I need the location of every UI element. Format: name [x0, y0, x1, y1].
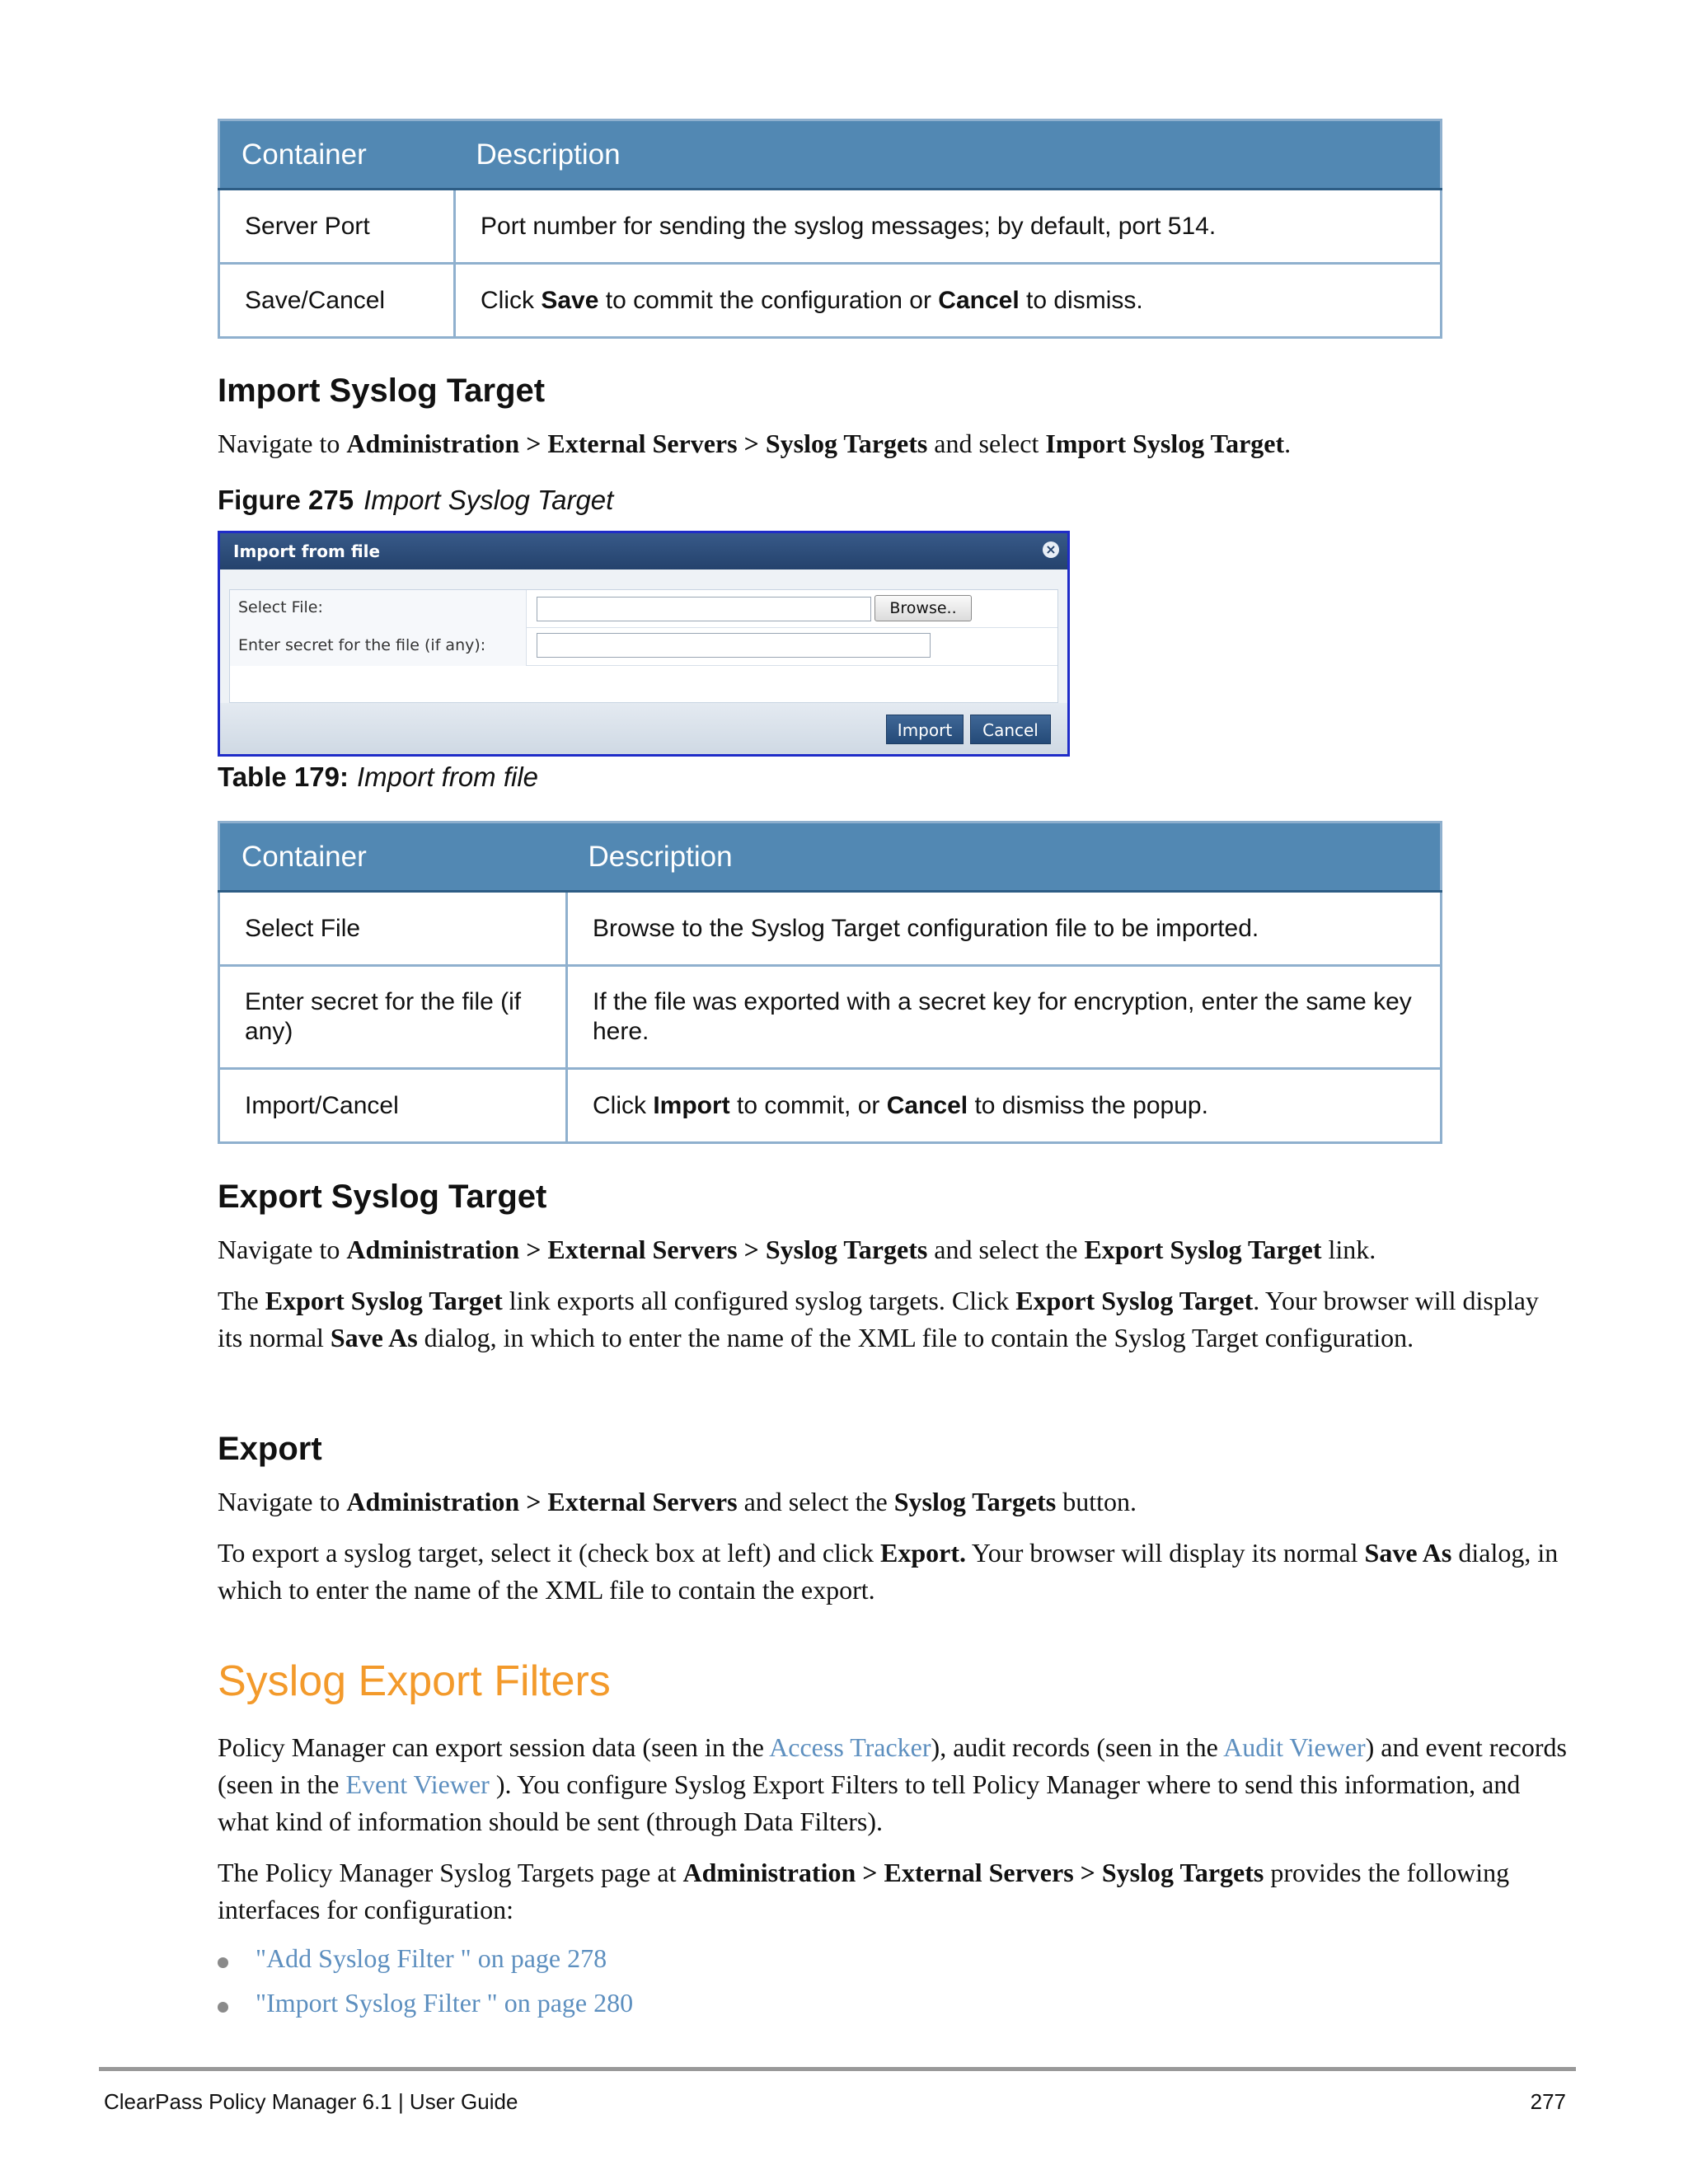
- cell-container: Enter secret for the file (if any): [219, 966, 567, 1069]
- server-settings-table: [218, 119, 1442, 339]
- column-header-description: Description: [455, 120, 1442, 190]
- audit-viewer-link[interactable]: Audit Viewer: [1223, 1732, 1366, 1762]
- table-row: [219, 892, 1442, 966]
- close-icon[interactable]: ×: [1043, 541, 1059, 558]
- section-heading-export-syslog-target: Export Syslog Target: [218, 1179, 547, 1215]
- cancel-button[interactable]: Cancel: [970, 715, 1051, 744]
- table-row: [219, 264, 1442, 338]
- footer-guide-title: ClearPass Policy Manager 6.1 | User Guide: [104, 2089, 518, 2114]
- dialog-footer: [220, 703, 1067, 754]
- export-nav-paragraph: Navigate to Administration > External Servers and select the Syslog Targets button.: [218, 1487, 1137, 1516]
- chapter-heading-syslog-export-filters: Syslog Export Filters: [218, 1657, 611, 1705]
- footer-divider: [99, 2067, 1576, 2071]
- table-row: [219, 190, 1442, 264]
- select-file-input[interactable]: [537, 597, 871, 621]
- import-button[interactable]: Import: [886, 715, 964, 744]
- cell-description: Click Import to commit, or Cancel to dismiss the popup.: [567, 1069, 1442, 1143]
- cell-container: Save/Cancel: [219, 264, 455, 338]
- select-file-label: Select File:: [230, 590, 527, 628]
- export-description: To export a syslog target, select it (check box at left) and click Export. Your browser will display its normal Save As dialog, in which to enter the name of the XML file to contain the export.: [218, 1538, 1559, 1605]
- bullet-icon: [218, 2002, 228, 2013]
- select-file-row: [230, 590, 1057, 628]
- browse-button[interactable]: Browse..: [874, 595, 972, 621]
- cell-description: Port number for sending the syslog messages; by default, port 514.: [455, 190, 1442, 264]
- secret-input[interactable]: [537, 633, 931, 658]
- dialog-form: [229, 589, 1058, 703]
- add-syslog-filter-link[interactable]: "Add Syslog Filter " on page 278: [256, 1943, 607, 1973]
- cell-description: Browse to the Syslog Target configuration file to be imported.: [567, 892, 1442, 966]
- figure-caption: Figure 275 Import Syslog Target: [218, 485, 614, 515]
- cell-container: Import/Cancel: [219, 1069, 567, 1143]
- import-nav-paragraph: Navigate to Administration > External Servers > Syslog Targets and select Import Syslog Target.: [218, 429, 1292, 458]
- import-syslog-filter-link[interactable]: "Import Syslog Filter " on page 280: [256, 1988, 634, 2018]
- export-target-nav-paragraph: Navigate to Administration > External Servers > Syslog Targets and select the Export Syslog Target link.: [218, 1235, 1376, 1264]
- filters-intro-paragraph: Policy Manager can export session data (seen in the Access Tracker), audit records (seen in the Audit Viewer) and event records (seen in the Event Viewer ). You configure Syslog Export Filters to tell Policy Manager where to send this information, and what kind of information should be sent (through Data Filters).: [218, 1732, 1567, 1836]
- table-row: [219, 1069, 1442, 1143]
- page-number: 277: [1530, 2089, 1566, 2114]
- dialog-title-bar: [220, 533, 1067, 569]
- section-heading-export: Export: [218, 1431, 322, 1467]
- cell-description: Click Save to commit the configuration or Cancel to dismiss.: [455, 264, 1442, 338]
- column-header-container: Container: [219, 823, 567, 892]
- secret-label: Enter secret for the file (if any):: [230, 628, 527, 666]
- import-from-file-dialog: [218, 531, 1070, 757]
- access-tracker-link[interactable]: Access Tracker: [769, 1732, 931, 1762]
- filters-config-paragraph: The Policy Manager Syslog Targets page at Administration > External Servers > Syslog Targets provides the following interfaces for configuration:: [218, 1858, 1510, 1924]
- export-target-description: The Export Syslog Target link exports all configured syslog targets. Click Export Syslog Target. Your browser will display its normal Save As dialog, in which to enter the name of the XML file to contain the Syslog Target configuration.: [218, 1286, 1539, 1352]
- bullet-icon: [218, 1957, 228, 1968]
- cell-container: Server Port: [219, 190, 455, 264]
- section-heading-import-syslog-target: Import Syslog Target: [218, 373, 546, 409]
- column-header-container: Container: [219, 120, 455, 190]
- cell-description: If the file was exported with a secret key for encryption, enter the same key here.: [567, 966, 1442, 1069]
- cell-container: Select File: [219, 892, 567, 966]
- dialog-title: Import from file: [233, 541, 381, 561]
- import-from-file-table: [218, 821, 1442, 1144]
- column-header-description: Description: [567, 823, 1442, 892]
- table-row: [219, 966, 1442, 1069]
- event-viewer-link[interactable]: Event Viewer: [345, 1769, 490, 1799]
- table-caption: Table 179: Import from file: [218, 762, 539, 792]
- secret-row: [230, 628, 1057, 666]
